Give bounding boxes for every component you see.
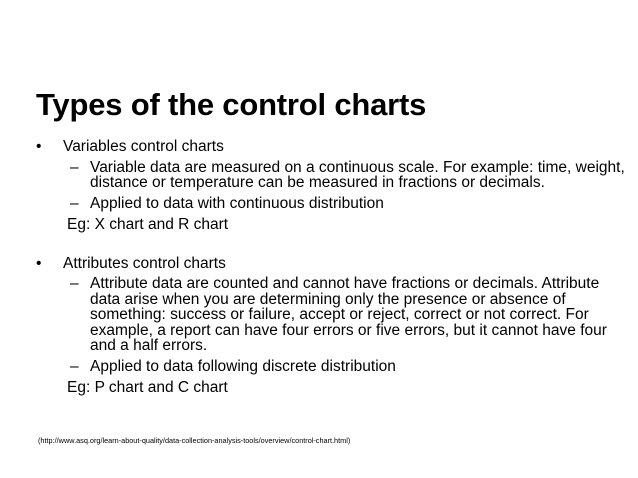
dash-marker: – (70, 194, 79, 212)
dash-marker: – (70, 158, 79, 176)
sub-bullet-attribute-data (36, 276, 626, 354)
bullet-variables-control-charts (36, 138, 626, 156)
slide-title: Types of the control charts (36, 87, 427, 122)
sub-bullet-text: Applied to data following discrete distribution (90, 357, 396, 375)
bullet-marker: • (36, 254, 42, 272)
bullet-marker: • (36, 138, 42, 155)
sub-bullet-variable-data (36, 160, 626, 191)
bullet-heading: Variables control charts (63, 138, 224, 155)
example-variables: Eg: X chart and R chart (67, 216, 229, 233)
example-attributes: Eg: P chart and C chart (67, 379, 228, 396)
sub-bullet-text: Attribute data are counted and cannot have fractions or decimals. Attribute data arise when you are determining only the presence or absence of something: success or failure, accept or reject, correct or not correct. For example, a report can have four errors or five errors, but it cannot have four and a half errors. (90, 275, 607, 354)
dash-marker: – (70, 275, 79, 292)
sub-bullet-continuous-distribution (36, 195, 626, 213)
dash-marker: – (70, 357, 79, 375)
spacer (36, 238, 626, 255)
bullet-attributes-control-charts (36, 255, 626, 273)
sub-bullet-discrete-distribution (36, 358, 626, 376)
slide-body (36, 138, 626, 401)
sub-bullet-text: Applied to data with continuous distribution (90, 194, 384, 212)
bullet-heading: Attributes control charts (63, 254, 226, 272)
source-footnote: (http://www.asq.org/learn-about-quality/data-collection-analysis-tools/overview/control-chart.html) (38, 436, 351, 445)
sub-bullet-text: Variable data are measured on a continuous scale. For example: time, weight, distance or temperature can be measured in fractions or decimals. (90, 158, 625, 191)
